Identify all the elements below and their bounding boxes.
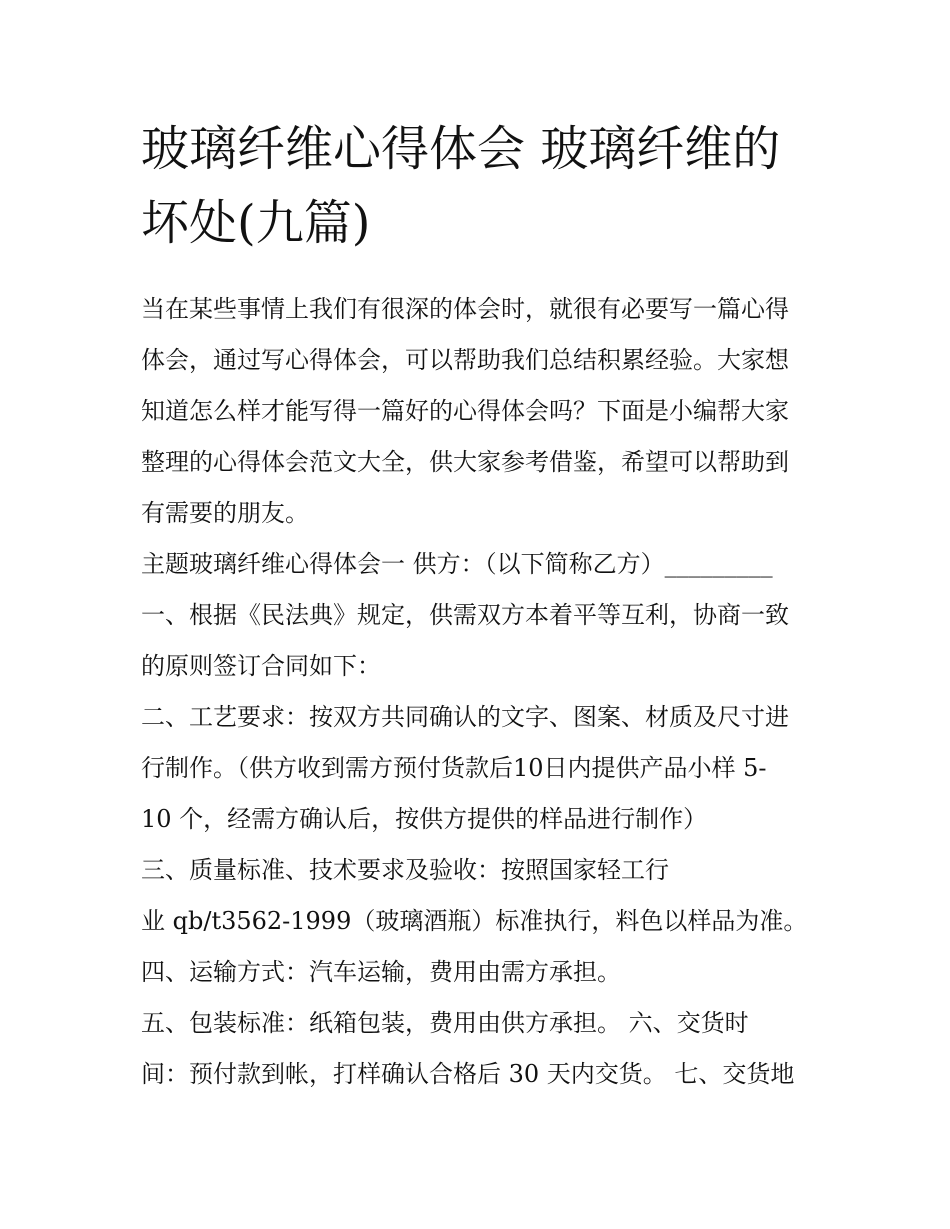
body-line: 一、根据《民法典》规定，供需双方本着平等互利，协商一致	[141, 601, 789, 629]
contract-section	[141, 539, 813, 1100]
body-line: 五、包装标准：纸箱包装，费用由供方承担。 六、交货时	[141, 1009, 749, 1037]
body-line: 主题玻璃纤维心得体会一 供方：（以下简称乙方）_________	[141, 550, 773, 578]
title-line-1: 玻璃纤维心得体会 玻璃纤维的	[141, 121, 781, 177]
body-line: 体会，通过写心得体会，可以帮助我们总结积累经验。大家想	[141, 346, 789, 374]
body-line: 的原则签订合同如下：	[141, 652, 381, 680]
intro-paragraph	[141, 284, 813, 539]
body-line: 业 qb/t3562-1999（玻璃酒瓶）标准执行，料色以样品为准。	[141, 907, 808, 935]
document-title	[141, 112, 813, 260]
body-line: 四、运输方式：汽车运输，费用由需方承担。	[141, 958, 621, 986]
body-line: 知道怎么样才能写得一篇好的心得体会吗？下面是小编帮大家	[141, 397, 789, 425]
body-line: 整理的心得体会范文大全，供大家参考借鉴，希望可以帮助到	[141, 448, 789, 476]
body-line: 间：预付款到帐，打样确认合格后 30 天内交货。 七、交货地	[141, 1060, 795, 1088]
body-line: 10 个，经需方确认后，按供方提供的样品进行制作）	[141, 805, 708, 833]
body-line: 行制作。（供方收到需方预付货款后10日内提供产品小样 5-	[141, 754, 767, 782]
body-line: 二、工艺要求：按双方共同确认的文字、图案、材质及尺寸进	[141, 703, 789, 731]
document-content	[141, 112, 813, 1100]
body-line: 当在某些事情上我们有很深的体会时，就很有必要写一篇心得	[141, 295, 789, 323]
title-line-2: 坏处(九篇)	[141, 195, 371, 251]
body-line: 有需要的朋友。	[141, 499, 309, 527]
body-line: 三、质量标准、技术要求及验收：按照国家轻工行	[141, 856, 669, 884]
